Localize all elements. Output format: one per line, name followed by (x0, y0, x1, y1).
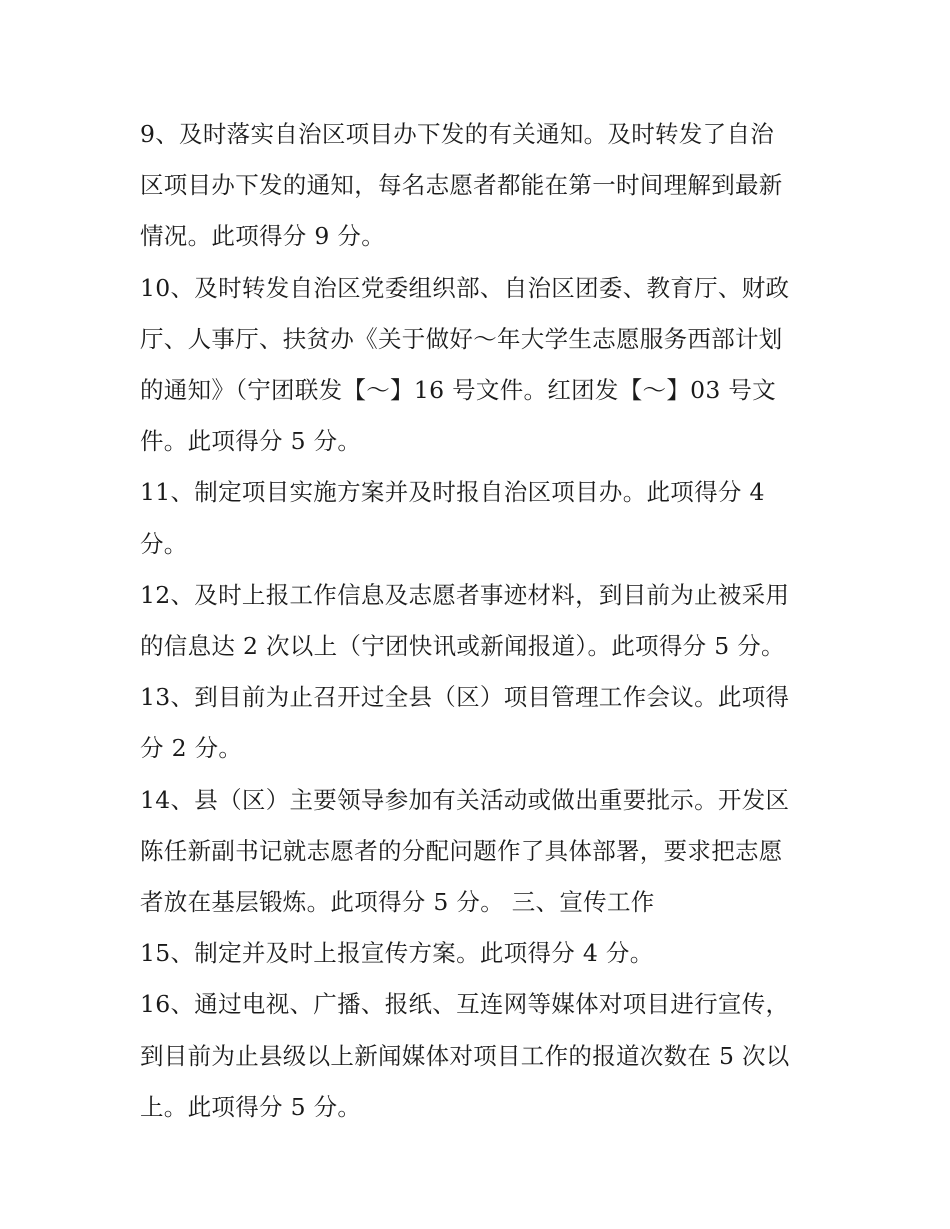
paragraph-item-16: 16、通过电视、广播、报纸、互连网等媒体对项目进行宣传， 到目前为止县级以上新闻媒体对项目工作的报道次数在 5 次以 上。此项得分 5 分。 (140, 990, 790, 1121)
paragraph-item-14: 14、县（区）主要领导参加有关活动或做出重要批示。开发区 陈任新副书记就志愿者的分配问题作了具体部署，要求把志愿 者放在基层锻炼。此项得分 5 分。 三、宣传工作 (140, 785, 790, 917)
paragraph-item-13: 13、到目前为止召开过全县（区）项目管理工作会议。此项得 分 2 分。 (140, 683, 790, 763)
paragraph-item-11: 11、制定项目实施方案并及时报自治区项目办。此项得分 4 分。 (140, 478, 765, 558)
paragraph-item-10: 10、及时转发自治区党委组织部、自治区团委、教育厅、财政 厅、人事厅、扶贫办《关于做好～年大学生志愿服务西部计划 的通知》（宁团联发【～】16 号文件。红团发【～】03 号文 件。此项得分 5 分。 (140, 273, 790, 456)
paragraph-item-15: 15、制定并及时上报宣传方案。此项得分 4 分。 (140, 939, 654, 968)
document-body (140, 109, 812, 1133)
paragraph-item-12: 12、及时上报工作信息及志愿者事迹材料，到目前为止被采用 的信息达 2 次以上（宁团快讯或新闻报道）。此项得分 5 分。 (140, 580, 790, 661)
paragraph-item-9: 9、及时落实自治区项目办下发的有关通知。及时转发了自治 区项目办下发的通知，每名志愿者都能在第一时间理解到最新 情况。此项得分 9 分。 (140, 120, 783, 251)
